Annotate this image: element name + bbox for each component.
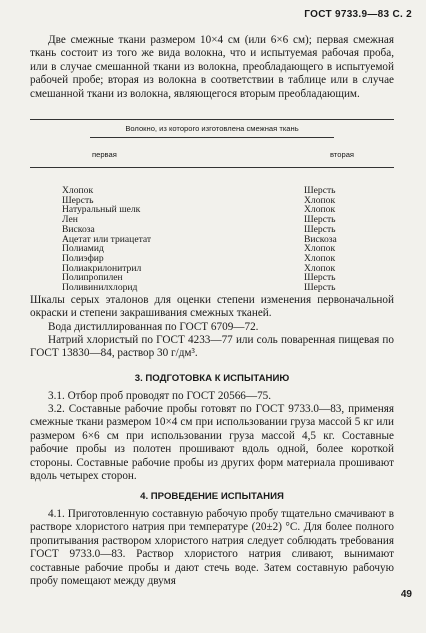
section-3-title: 3. ПОДГОТОВКА К ИСПЫТАНИЮ	[134, 373, 290, 384]
first-fabric-cell: Хлопок	[62, 185, 94, 196]
first-fabric-cell: Лен	[62, 214, 78, 226]
section-3-2: 3.2. Составные рабочие пробы готовят по ГОСТ 9733.0—83, применяя смежные ткани размером 10×4 см при использовании груза массой 5 кг или размером 6×6 см при использовании груза массой 4,5 кг. Составные рабочие пробы из полотен прошивают вдоль одной, более короткой стороны. Составные рабочие пробы из других форм материала прошивают вдоль четырех сторон.	[30, 403, 394, 483]
table-title: Волокно, из которого изготовлена смежная ткань	[125, 124, 299, 133]
column-header-second: вторая	[330, 150, 355, 159]
first-fabric-cell: Полиакрилонитрил	[62, 262, 142, 274]
first-fabric-cell: Полиамид	[62, 243, 104, 255]
grey-scale-paragraph: Шкалы серых эталонов для оценки степени изменения первоначальной окраски и степени закрашивания смежных тканей.	[30, 294, 394, 320]
section-3-1: 3.1. Отбор проб проводят по ГОСТ 20566—75.	[48, 390, 272, 402]
table-row	[30, 283, 394, 293]
intro-paragraph: Две смежные ткани размером 10×4 см (или 6×6 см); первая смежная ткань состоит из того же вида волокна, что и испытуемая рабочая проба, или в случае смешанной ткани из волокна, преобладающего в испытуемой рабочей пробе; вторая из волокна в соответствии в таблице или в случае смешанной ткани из волокна, являющегося вторым преобладающим.	[30, 34, 394, 100]
first-fabric-cell: Шерсть	[62, 194, 94, 206]
first-fabric-cell: Поливинилхлорид	[62, 282, 138, 294]
first-fabric-cell: Ацетат или триацетат	[62, 233, 152, 245]
first-fabric-cell: Полиэфир	[62, 252, 104, 264]
section-4-title: 4. ПРОВЕДЕНИЕ ИСПЫТАНИЯ	[140, 491, 284, 502]
second-fabric-cell: Хлопок	[304, 252, 336, 264]
page-number: 49	[400, 589, 412, 600]
page-header: ГОСТ 9733.9—83 С. 2	[304, 9, 412, 20]
fiber-table	[30, 119, 394, 293]
first-fabric-cell: Вискоза	[62, 223, 95, 235]
second-fabric-cell: Хлопок	[304, 194, 336, 206]
second-fabric-cell: Шерсть	[304, 185, 336, 196]
second-fabric-cell: Вискоза	[304, 233, 337, 245]
table-row	[30, 205, 394, 215]
second-fabric-cell: Хлопок	[304, 243, 336, 255]
sodium-chloride-paragraph: Натрий хлористый по ГОСТ 4233—77 или соль поваренная пищевая по ГОСТ 13830—84, раствор 30 г/дм³.	[30, 334, 394, 360]
table-body	[30, 168, 394, 293]
water-paragraph: Вода дистиллированная по ГОСТ 6709—72.	[48, 321, 259, 333]
table-column-headers	[30, 138, 394, 167]
section-4-1: 4.1. Приготовленную составную рабочую пробу тщательно смачивают в растворе хлористого натрия при температуре (20±2) °С. Для более полного пропитывания раствором хлористого натрия следует соблюдать требования ГОСТ 9733.0—83. Раствор хлористого натрия сливают, вынимают составные рабочие пробы и дают стечь воде. Затем составную рабочую пробу помещают между двумя	[30, 508, 394, 588]
second-fabric-cell: Шерсть	[304, 223, 336, 235]
second-fabric-cell: Шерсть	[304, 272, 336, 284]
second-fabric-cell: Шерсть	[304, 282, 336, 294]
second-fabric-cell: Шерсть	[304, 214, 336, 226]
first-fabric-cell: Полипропилен	[62, 272, 123, 284]
column-header-first: первая	[92, 150, 117, 159]
first-fabric-cell: Натуральный шелк	[62, 204, 141, 216]
second-fabric-cell: Хлопок	[304, 262, 336, 274]
second-fabric-cell: Хлопок	[304, 204, 336, 216]
